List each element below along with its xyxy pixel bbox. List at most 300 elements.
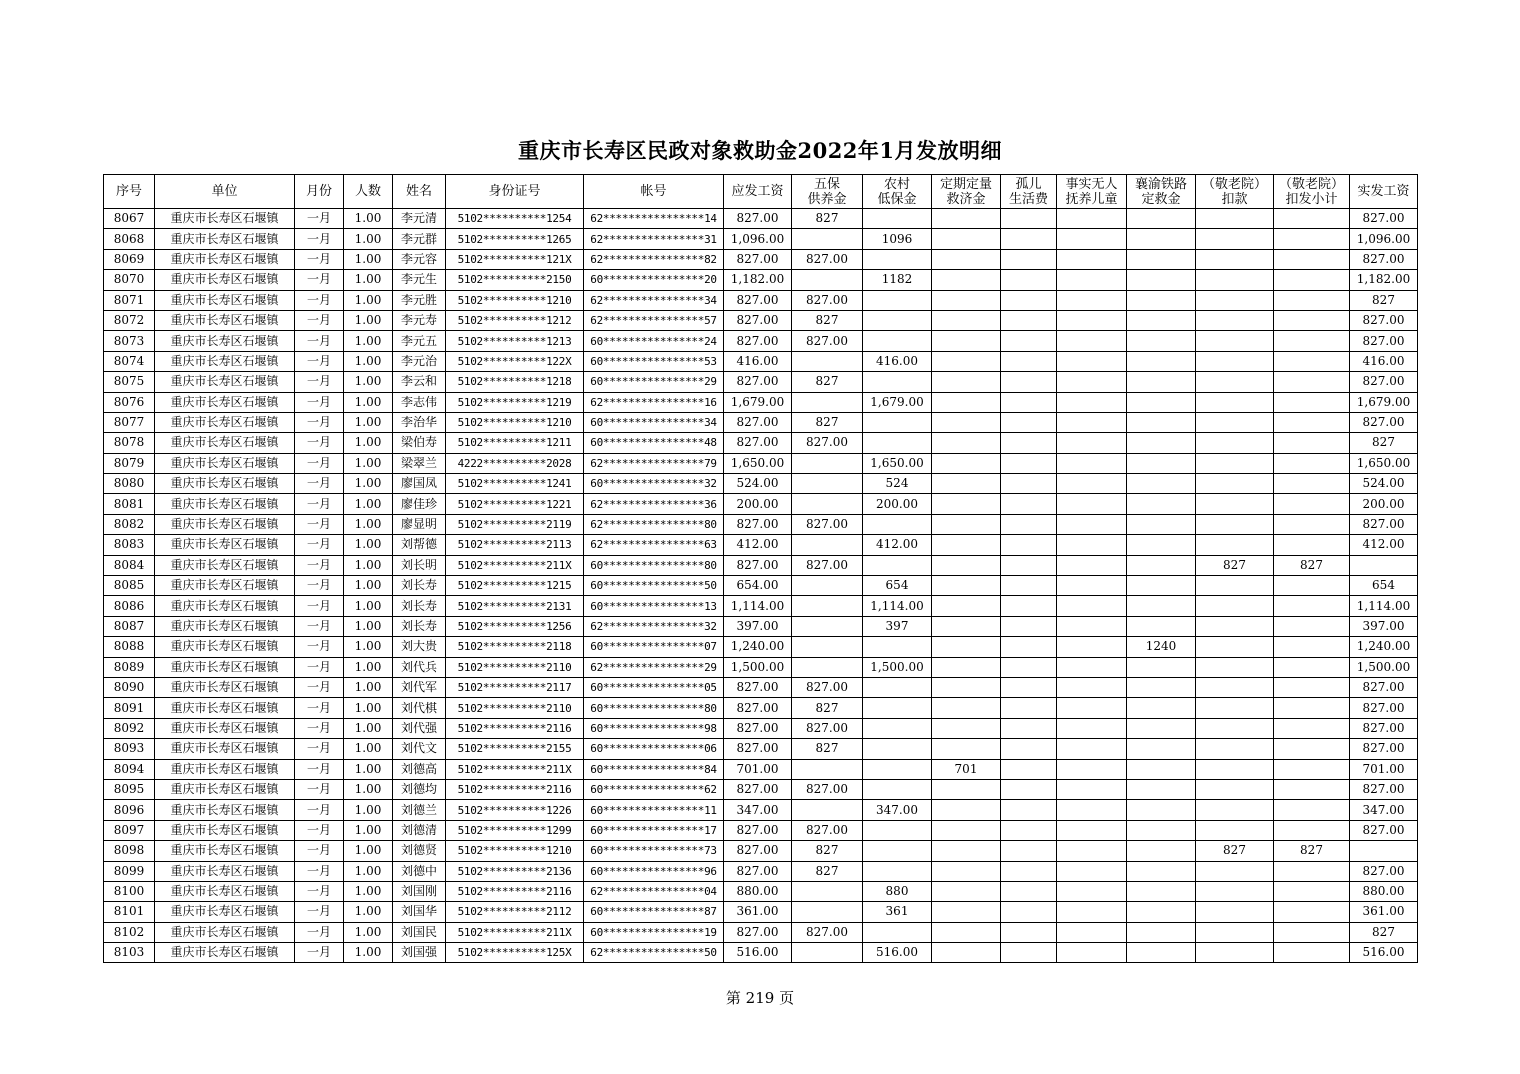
table-cell xyxy=(1127,698,1196,718)
table-cell xyxy=(1274,881,1350,901)
table-cell: 827.00 xyxy=(1350,331,1418,351)
table-cell: 62****************50 xyxy=(584,943,724,963)
table-cell: 8080 xyxy=(104,474,155,494)
table-cell: 8085 xyxy=(104,576,155,596)
table-cell: 刘大贵 xyxy=(393,637,446,657)
table-cell: 60****************32 xyxy=(584,474,724,494)
table-cell: 廖佳珍 xyxy=(393,494,446,514)
table-cell xyxy=(932,433,1001,453)
table-cell xyxy=(1274,637,1350,657)
table-cell xyxy=(932,739,1001,759)
table-cell: 1.00 xyxy=(344,861,393,881)
table-cell xyxy=(1001,841,1057,861)
table-cell: 827.00 xyxy=(1350,718,1418,738)
table-cell xyxy=(1127,270,1196,290)
table-cell: 刘德清 xyxy=(393,820,446,840)
table-cell: 1,096.00 xyxy=(1350,229,1418,249)
table-cell xyxy=(1001,555,1057,575)
table-cell: 1,650.00 xyxy=(1350,453,1418,473)
table-cell: 李元生 xyxy=(393,270,446,290)
table-cell: 8090 xyxy=(104,677,155,697)
table-cell: 重庆市长寿区石堰镇 xyxy=(155,535,295,555)
table-cell: 1,114.00 xyxy=(863,596,932,616)
table-cell: 5102**********2110 xyxy=(446,657,584,677)
column-header: 月份 xyxy=(295,175,344,209)
table-cell: 827 xyxy=(792,412,863,432)
table-cell: 1.00 xyxy=(344,637,393,657)
table-cell xyxy=(1196,229,1274,249)
table-cell xyxy=(1196,820,1274,840)
table-cell: 一月 xyxy=(295,739,344,759)
table-cell: 827.00 xyxy=(1350,310,1418,330)
table-cell xyxy=(1196,881,1274,901)
table-row xyxy=(104,453,1418,473)
table-cell xyxy=(1274,290,1350,310)
table-row xyxy=(104,800,1418,820)
table-cell: 1,096.00 xyxy=(724,229,792,249)
table-cell: 5102**********2131 xyxy=(446,596,584,616)
table-cell: 刘德均 xyxy=(393,779,446,799)
table-cell xyxy=(932,535,1001,555)
table-cell: 1,182.00 xyxy=(1350,270,1418,290)
table-cell xyxy=(1196,474,1274,494)
table-cell: 60****************53 xyxy=(584,351,724,371)
table-cell xyxy=(1001,637,1057,657)
table-cell: 8097 xyxy=(104,820,155,840)
table-cell: 1.00 xyxy=(344,351,393,371)
table-cell: 一月 xyxy=(295,881,344,901)
table-cell: 8069 xyxy=(104,249,155,269)
table-cell: 5102**********2118 xyxy=(446,637,584,657)
table-cell: 1.00 xyxy=(344,576,393,596)
table-cell xyxy=(863,514,932,534)
table-cell: 5102**********1226 xyxy=(446,800,584,820)
table-cell: 5102**********2155 xyxy=(446,739,584,759)
table-cell xyxy=(1274,514,1350,534)
table-cell: 一月 xyxy=(295,637,344,657)
table-cell xyxy=(1001,779,1057,799)
table-cell: 8078 xyxy=(104,433,155,453)
table-cell xyxy=(1001,943,1057,963)
table-cell xyxy=(1001,800,1057,820)
table-cell: 一月 xyxy=(295,372,344,392)
table-cell: 1240 xyxy=(1127,637,1196,657)
table-cell: 8077 xyxy=(104,412,155,432)
table-cell: 1.00 xyxy=(344,412,393,432)
table-cell: 1.00 xyxy=(344,677,393,697)
table-cell: 一月 xyxy=(295,861,344,881)
table-cell xyxy=(1001,433,1057,453)
table-cell: 一月 xyxy=(295,943,344,963)
table-cell xyxy=(1127,453,1196,473)
table-cell: 5102**********1218 xyxy=(446,372,584,392)
table-cell xyxy=(1127,881,1196,901)
table-cell: 1,240.00 xyxy=(724,637,792,657)
table-cell xyxy=(1057,372,1127,392)
table-cell xyxy=(932,718,1001,738)
table-cell: 一月 xyxy=(295,759,344,779)
table-cell xyxy=(1127,372,1196,392)
table-cell xyxy=(932,616,1001,636)
table-cell: 重庆市长寿区石堰镇 xyxy=(155,310,295,330)
table-row xyxy=(104,596,1418,616)
table-cell: 827.00 xyxy=(724,249,792,269)
table-cell xyxy=(863,677,932,697)
table-cell xyxy=(1196,759,1274,779)
table-cell xyxy=(1057,249,1127,269)
table-cell xyxy=(792,351,863,371)
table-cell: 8092 xyxy=(104,718,155,738)
table-cell: 62****************34 xyxy=(584,290,724,310)
table-cell: 5102**********2136 xyxy=(446,861,584,881)
table-cell xyxy=(1001,229,1057,249)
table-cell: 416.00 xyxy=(863,351,932,371)
table-row xyxy=(104,779,1418,799)
table-cell: 重庆市长寿区石堰镇 xyxy=(155,270,295,290)
table-cell xyxy=(1057,616,1127,636)
table-cell: 重庆市长寿区石堰镇 xyxy=(155,555,295,575)
table-cell: 62****************29 xyxy=(584,657,724,677)
table-cell: 8094 xyxy=(104,759,155,779)
table-cell xyxy=(932,209,1001,229)
table-row xyxy=(104,718,1418,738)
table-cell: 梁翠兰 xyxy=(393,453,446,473)
table-cell: 刘代文 xyxy=(393,739,446,759)
table-cell xyxy=(1196,657,1274,677)
table-cell: 361.00 xyxy=(1350,902,1418,922)
table-cell xyxy=(1350,841,1418,861)
table-cell: 一月 xyxy=(295,922,344,942)
table-cell: 一月 xyxy=(295,677,344,697)
table-cell: 8087 xyxy=(104,616,155,636)
table-cell: 李志伟 xyxy=(393,392,446,412)
table-cell: 60****************19 xyxy=(584,922,724,942)
table-cell xyxy=(1127,759,1196,779)
table-cell xyxy=(792,474,863,494)
table-cell xyxy=(1001,535,1057,555)
table-cell xyxy=(1057,453,1127,473)
table-cell xyxy=(792,943,863,963)
table-cell: 5102**********1254 xyxy=(446,209,584,229)
table-cell xyxy=(863,372,932,392)
table-cell: 347.00 xyxy=(1350,800,1418,820)
table-cell xyxy=(1127,596,1196,616)
table-cell xyxy=(1196,331,1274,351)
table-cell: 8091 xyxy=(104,698,155,718)
table-cell: 827 xyxy=(1196,841,1274,861)
table-cell: 刘国强 xyxy=(393,943,446,963)
table-cell: 5102**********2110 xyxy=(446,698,584,718)
table-cell xyxy=(1196,290,1274,310)
table-cell: 一月 xyxy=(295,902,344,922)
table-cell: 刘德中 xyxy=(393,861,446,881)
table-cell: 1.00 xyxy=(344,209,393,229)
table-cell: 827.00 xyxy=(1350,514,1418,534)
table-cell xyxy=(1057,412,1127,432)
table-cell xyxy=(1127,514,1196,534)
table-cell: 8102 xyxy=(104,922,155,942)
table-cell: 重庆市长寿区石堰镇 xyxy=(155,514,295,534)
column-header: 农村 低保金 xyxy=(863,175,932,209)
table-cell xyxy=(792,392,863,412)
table-cell xyxy=(792,229,863,249)
table-cell: 1.00 xyxy=(344,657,393,677)
table-cell xyxy=(1127,718,1196,738)
table-cell: 一月 xyxy=(295,514,344,534)
table-cell: 1.00 xyxy=(344,249,393,269)
table-cell: 827.00 xyxy=(792,433,863,453)
table-cell xyxy=(1001,677,1057,697)
table-cell: 刘国华 xyxy=(393,902,446,922)
table-cell xyxy=(1057,861,1127,881)
table-cell xyxy=(1057,637,1127,657)
table-cell xyxy=(1196,739,1274,759)
table-cell: 8071 xyxy=(104,290,155,310)
table-cell xyxy=(1057,881,1127,901)
table-row xyxy=(104,290,1418,310)
table-cell: 廖显明 xyxy=(393,514,446,534)
table-cell xyxy=(1057,331,1127,351)
table-cell xyxy=(1127,616,1196,636)
table-cell xyxy=(1196,270,1274,290)
table-cell xyxy=(1274,759,1350,779)
table-cell: 5102**********121X xyxy=(446,249,584,269)
table-cell xyxy=(1127,412,1196,432)
table-cell: 1,114.00 xyxy=(724,596,792,616)
table-cell: 60****************84 xyxy=(584,759,724,779)
table-cell: 刘长寿 xyxy=(393,576,446,596)
table-cell xyxy=(863,412,932,432)
table-cell: 412.00 xyxy=(863,535,932,555)
table-cell: 1,500.00 xyxy=(863,657,932,677)
table-cell xyxy=(932,861,1001,881)
page-title: 重庆市长寿区民政对象救助金2022年1月发放明细 xyxy=(517,138,1003,163)
table-cell: 1.00 xyxy=(344,372,393,392)
table-cell xyxy=(1057,392,1127,412)
table-cell xyxy=(863,739,932,759)
table-cell: 8088 xyxy=(104,637,155,657)
table-cell: 5102**********2117 xyxy=(446,677,584,697)
table-cell xyxy=(1001,392,1057,412)
table-row xyxy=(104,657,1418,677)
table-cell: 一月 xyxy=(295,310,344,330)
table-cell xyxy=(863,209,932,229)
table-cell xyxy=(1274,392,1350,412)
table-cell xyxy=(1057,474,1127,494)
table-cell xyxy=(932,943,1001,963)
table-cell xyxy=(1127,779,1196,799)
table-cell: 827.00 xyxy=(724,718,792,738)
table-cell: 827 xyxy=(1350,433,1418,453)
table-cell: 1.00 xyxy=(344,555,393,575)
table-cell: 一月 xyxy=(295,209,344,229)
table-cell: 8072 xyxy=(104,310,155,330)
table-row xyxy=(104,494,1418,514)
table-cell: 200.00 xyxy=(1350,494,1418,514)
table-cell xyxy=(863,820,932,840)
table-cell xyxy=(1196,922,1274,942)
table-cell xyxy=(1274,209,1350,229)
table-cell: 8100 xyxy=(104,881,155,901)
table-row xyxy=(104,820,1418,840)
table-cell: 60****************48 xyxy=(584,433,724,453)
table-cell xyxy=(1001,616,1057,636)
table-cell: 刘德高 xyxy=(393,759,446,779)
table-cell: 1.00 xyxy=(344,392,393,412)
table-cell: 827.00 xyxy=(724,209,792,229)
table-cell xyxy=(863,433,932,453)
table-cell: 60****************07 xyxy=(584,637,724,657)
table-cell: 5102**********1241 xyxy=(446,474,584,494)
table-cell xyxy=(1127,290,1196,310)
table-cell xyxy=(1196,800,1274,820)
table-cell xyxy=(1057,820,1127,840)
table-cell xyxy=(1057,800,1127,820)
table-cell: 361.00 xyxy=(724,902,792,922)
table-cell: 重庆市长寿区石堰镇 xyxy=(155,657,295,677)
table-cell: 李元容 xyxy=(393,249,446,269)
table-cell: 8096 xyxy=(104,800,155,820)
table-cell: 重庆市长寿区石堰镇 xyxy=(155,677,295,697)
table-cell: 一月 xyxy=(295,270,344,290)
table-cell: 827.00 xyxy=(724,433,792,453)
table-cell: 62****************80 xyxy=(584,514,724,534)
table-cell: 1.00 xyxy=(344,902,393,922)
table-cell xyxy=(1274,229,1350,249)
table-cell xyxy=(1057,576,1127,596)
column-header: （敬老院） 扣款 xyxy=(1196,175,1274,209)
table-cell xyxy=(1196,779,1274,799)
table-cell xyxy=(932,351,1001,371)
table-cell: 1,500.00 xyxy=(1350,657,1418,677)
table-cell xyxy=(792,881,863,901)
table-cell xyxy=(1274,820,1350,840)
table-cell: 8095 xyxy=(104,779,155,799)
table-cell xyxy=(1001,718,1057,738)
table-cell xyxy=(1274,657,1350,677)
table-cell xyxy=(1127,535,1196,555)
table-cell: 刘代棋 xyxy=(393,698,446,718)
table-cell xyxy=(1196,535,1274,555)
table-cell: 8086 xyxy=(104,596,155,616)
table-cell xyxy=(1057,922,1127,942)
table-cell: 827.00 xyxy=(724,290,792,310)
table-cell xyxy=(1274,474,1350,494)
table-cell: 827.00 xyxy=(792,331,863,351)
table-cell: 重庆市长寿区石堰镇 xyxy=(155,943,295,963)
table-cell xyxy=(1057,657,1127,677)
table-cell: 8075 xyxy=(104,372,155,392)
table-cell: 8082 xyxy=(104,514,155,534)
table-cell xyxy=(1127,209,1196,229)
table-cell: 廖国凤 xyxy=(393,474,446,494)
table-cell: 8084 xyxy=(104,555,155,575)
table-cell: 一月 xyxy=(295,596,344,616)
table-cell: 827.00 xyxy=(724,310,792,330)
table-cell xyxy=(1001,596,1057,616)
table-cell xyxy=(1001,290,1057,310)
table-cell: 5102**********211X xyxy=(446,922,584,942)
table-cell: 827 xyxy=(1274,555,1350,575)
table-cell: 361 xyxy=(863,902,932,922)
table-row xyxy=(104,209,1418,229)
table-cell: 一月 xyxy=(295,535,344,555)
table-row xyxy=(104,576,1418,596)
table-cell: 827.00 xyxy=(792,514,863,534)
table-cell: 重庆市长寿区石堰镇 xyxy=(155,412,295,432)
table-cell: 654.00 xyxy=(724,576,792,596)
table-cell: 重庆市长寿区石堰镇 xyxy=(155,331,295,351)
table-cell xyxy=(1057,841,1127,861)
table-cell xyxy=(1196,372,1274,392)
table-cell: 516.00 xyxy=(1350,943,1418,963)
table-cell xyxy=(1274,616,1350,636)
table-cell: 8083 xyxy=(104,535,155,555)
table-cell: 827.00 xyxy=(1350,249,1418,269)
table-cell: 397.00 xyxy=(1350,616,1418,636)
table-cell xyxy=(1196,616,1274,636)
table-row xyxy=(104,372,1418,392)
table-cell xyxy=(1001,657,1057,677)
table-cell: 827.00 xyxy=(792,922,863,942)
table-cell xyxy=(1001,698,1057,718)
table-cell xyxy=(932,555,1001,575)
table-cell xyxy=(1274,677,1350,697)
table-cell: 347.00 xyxy=(863,800,932,820)
table-cell xyxy=(1001,494,1057,514)
table-cell: 8081 xyxy=(104,494,155,514)
table-cell xyxy=(1274,576,1350,596)
table-cell xyxy=(932,657,1001,677)
table-cell xyxy=(1196,209,1274,229)
table-cell xyxy=(932,412,1001,432)
table-cell xyxy=(1274,902,1350,922)
table-cell: 524.00 xyxy=(1350,474,1418,494)
table-cell xyxy=(1057,494,1127,514)
table-cell: 1.00 xyxy=(344,290,393,310)
table-cell: 一月 xyxy=(295,290,344,310)
table-cell: 524 xyxy=(863,474,932,494)
table-cell xyxy=(1057,943,1127,963)
table-cell: 1.00 xyxy=(344,514,393,534)
table-cell: 一月 xyxy=(295,453,344,473)
table-cell: 一月 xyxy=(295,616,344,636)
table-cell xyxy=(932,229,1001,249)
table-cell: 李元群 xyxy=(393,229,446,249)
table-cell: 200.00 xyxy=(724,494,792,514)
table-cell xyxy=(932,902,1001,922)
table-cell xyxy=(1127,902,1196,922)
table-cell xyxy=(792,576,863,596)
table-cell: 李元胜 xyxy=(393,290,446,310)
table-row xyxy=(104,351,1418,371)
table-cell: 827 xyxy=(1274,841,1350,861)
table-cell xyxy=(932,494,1001,514)
table-row xyxy=(104,739,1418,759)
table-cell: 一月 xyxy=(295,351,344,371)
table-cell xyxy=(1001,331,1057,351)
table-cell xyxy=(1127,351,1196,371)
table-cell: 827.00 xyxy=(1350,698,1418,718)
table-cell xyxy=(932,596,1001,616)
table-header xyxy=(104,175,1418,209)
table-cell: 梁伯寿 xyxy=(393,433,446,453)
table-cell: 5102**********1215 xyxy=(446,576,584,596)
table-cell xyxy=(1057,270,1127,290)
table-cell: 1.00 xyxy=(344,331,393,351)
table-cell xyxy=(1274,698,1350,718)
table-cell xyxy=(1057,351,1127,371)
